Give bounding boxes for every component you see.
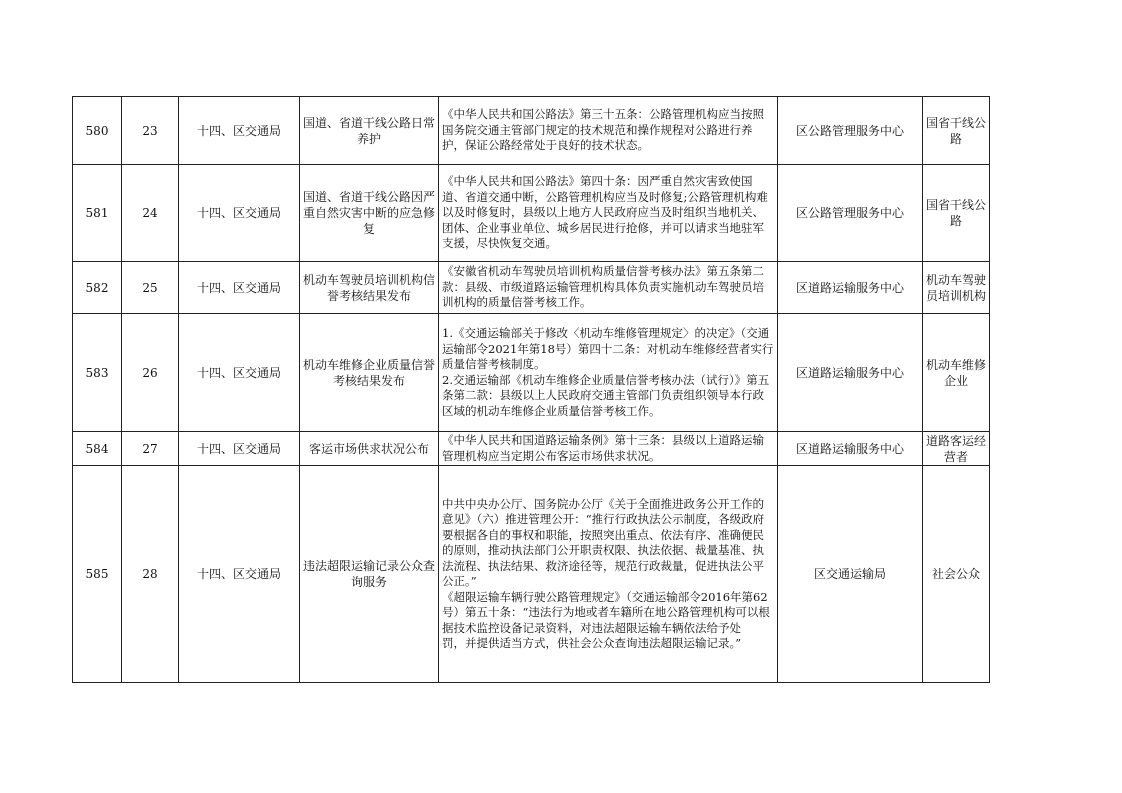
sub-number: 28 [122,466,179,683]
responsible-unit: 区交通运输局 [778,466,923,683]
target-audience: 国省干线公路 [923,165,990,262]
table-row [73,314,990,432]
sub-number: 23 [122,97,179,165]
row-number: 582 [73,262,122,314]
department: 十四、区交通局 [179,97,300,165]
sub-number: 27 [122,432,179,466]
legal-basis: 中共中央办公厅、国务院办公厅《关于全面推进政务公开工作的意见》（六）推进管理公开：“推行行政执法公示制度，各级政府要根据各自的事权和职能，按照突出重点、依法有序、准确便民的原则，推动执法部门公开职责权限、执法依据、裁量基准、执法流程、执法结果、救济途径等，规范行政裁量，促进执法公平公正。” 《超限运输车辆行驶公路管理规定》（交通运输部令2016年第62号）第五十条：“违法行为地或者车籍所在地公路管理机构可以根据技术监控设备记录资料，对违法超限运输车辆依法给予处 罚，并提供适当方式，供社会公众查询违法超限运输记录。” [439,466,778,683]
disclosure-item: 机动车维修企业质量信誉考核结果发布 [300,314,439,432]
row-number: 581 [73,165,122,262]
legal-basis: 《安徽省机动车驾驶员培训机构质量信誉考核办法》第五条第二款：县级、市级道路运输管理机构具体负责实施机动车驾驶员培训机构的质量信誉考核工作。 [439,262,778,314]
disclosure-table [72,96,990,683]
legal-basis: 1.《交通运输部关于修改〈机动车维修管理规定〉的决定》（交通运输部令2021年第18号）第四十二条：对机动车维修经营者实行质量信誉考核制度。 2.交通运输部《机动车维修企业质量信誉考核办法（试行）》第五条第二款：县级以上人民政府交通主管部门负责组织领导本行政区域的机动车维修企业质量信誉考核工作。 [439,314,778,432]
table-row [73,262,990,314]
target-audience: 社会公众 [923,466,990,683]
target-audience: 国省干线公路 [923,97,990,165]
table-row [73,97,990,165]
table-row [73,466,990,683]
sub-number: 26 [122,314,179,432]
responsible-unit: 区公路管理服务中心 [778,97,923,165]
responsible-unit: 区公路管理服务中心 [778,165,923,262]
row-number: 583 [73,314,122,432]
row-number: 584 [73,432,122,466]
responsible-unit: 区道路运输服务中心 [778,314,923,432]
department: 十四、区交通局 [179,165,300,262]
row-number: 585 [73,466,122,683]
responsible-unit: 区道路运输服务中心 [778,262,923,314]
table-row [73,165,990,262]
responsible-unit: 区道路运输服务中心 [778,432,923,466]
disclosure-item: 客运市场供求状况公布 [300,432,439,466]
department: 十四、区交通局 [179,314,300,432]
target-audience: 道路客运经营者 [923,432,990,466]
legal-basis: 《中华人民共和国公路法》第三十五条：公路管理机构应当按照国务院交通主管部门规定的技术规范和操作规程对公路进行养护，保证公路经常处于良好的技术状态。 [439,97,778,165]
department: 十四、区交通局 [179,466,300,683]
department: 十四、区交通局 [179,262,300,314]
sub-number: 24 [122,165,179,262]
sub-number: 25 [122,262,179,314]
disclosure-item: 违法超限运输记录公众查询服务 [300,466,439,683]
legal-basis: 《中华人民共和国公路法》第四十条：因严重自然灾害致使国道、省道交通中断，公路管理机构应当及时修复;公路管理机构难以及时修复时，县级以上地方人民政府应当及时组织当地机关、团体、企业事业单位、城乡居民进行抢修，并可以请求当地驻军支援，尽快恢复交通。 [439,165,778,262]
table-row [73,432,990,466]
legal-basis: 《中华人民共和国道路运输条例》第十三条：县级以上道路运输管理机构应当定期公布客运市场供求状况。 [439,432,778,466]
target-audience: 机动车驾驶员培训机构 [923,262,990,314]
target-audience: 机动车维修企业 [923,314,990,432]
disclosure-item: 国道、省道干线公路日常养护 [300,97,439,165]
disclosure-item: 国道、省道干线公路因严重自然灾害中断的应急修复 [300,165,439,262]
row-number: 580 [73,97,122,165]
disclosure-item: 机动车驾驶员培训机构信誉考核结果发布 [300,262,439,314]
department: 十四、区交通局 [179,432,300,466]
